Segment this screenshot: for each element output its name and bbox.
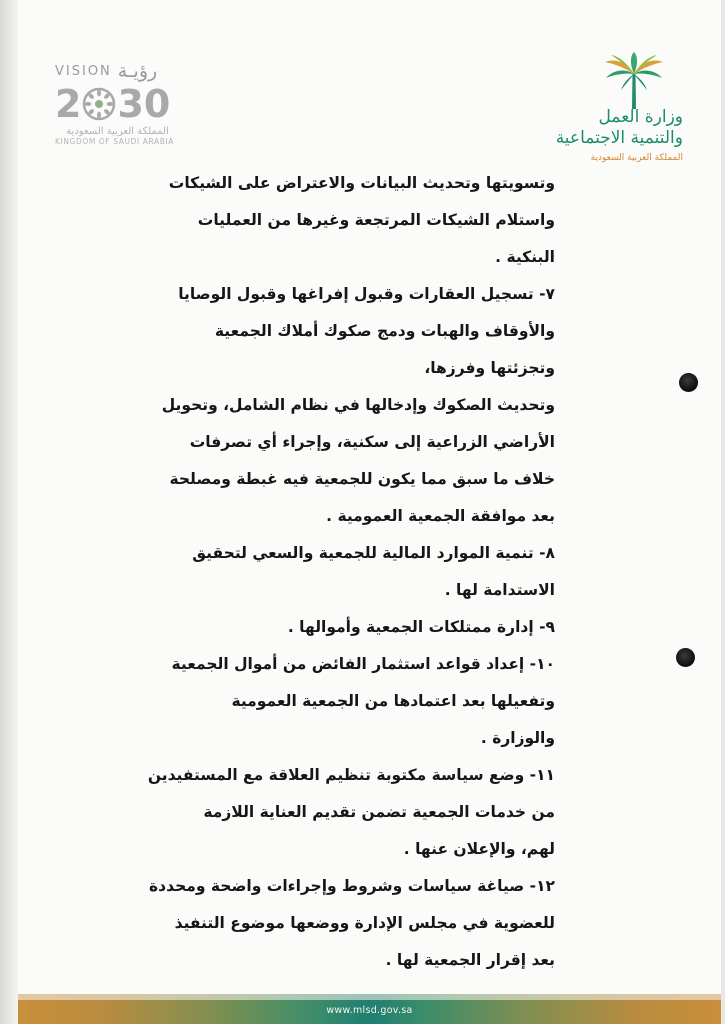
vision-kingdom-arabic: المملكة العربية السعودية bbox=[66, 126, 169, 137]
body-line: ٩- إدارة ممتلكات الجمعية وأموالها . bbox=[287, 618, 555, 636]
body-line: ١٢- صياغة سياسات وشروط وإجراءات واضحة ومحددة bbox=[149, 877, 555, 895]
ministry-name-line1: وزارة العمل bbox=[598, 107, 683, 127]
body-line: الأراضي الزراعية إلى سكنية، وإجراء أي تصرفات bbox=[189, 433, 555, 451]
body-line: لهم، والإعلان عنها . bbox=[403, 840, 555, 858]
footer-highlight bbox=[18, 994, 721, 1000]
ministry-logo bbox=[533, 52, 693, 172]
body-line: بعد إقرار الجمعية لها . bbox=[385, 951, 555, 969]
body-line: وتجزئتها وفرزها، bbox=[424, 359, 555, 377]
body-line: وتحديث الصكوك وإدخالها في نظام الشامل، وتحويل bbox=[161, 396, 555, 414]
body-line: ٧- تسجيل العقارات وقبول إفراغها وقبول الوصايا bbox=[178, 285, 555, 303]
body-line: ٨- تنمية الموارد المالية للجمعية والسعي لتحقيق bbox=[192, 544, 555, 562]
body-line: والأوقاف والهبات ودمج صكوك أملاك الجمعية bbox=[214, 322, 555, 340]
page-left-shadow bbox=[0, 0, 18, 1024]
vision-word: VISION bbox=[55, 63, 112, 79]
body-line: خلاف ما سبق مما يكون للجمعية فيه غبطة ومصلحة bbox=[169, 470, 555, 488]
footer-url: www.mlsd.gov.sa bbox=[326, 1005, 413, 1016]
body-line: واستلام الشيكات المرتجعة وغيرها من العمليات bbox=[197, 211, 555, 229]
document-body bbox=[100, 165, 555, 979]
vision-2030-logo bbox=[55, 60, 190, 155]
vision-year bbox=[55, 84, 190, 124]
vision-word-row bbox=[55, 60, 190, 82]
vision-kingdom-english: KINGDOM OF SAUDI ARABIA bbox=[55, 137, 175, 146]
vision-arabic-word: رؤيـة bbox=[117, 60, 158, 82]
palm-sword-emblem-icon bbox=[82, 87, 116, 121]
body-line: للعضوية في مجلس الإدارة ووضعها موضوع التنفيذ bbox=[174, 914, 555, 932]
body-line: الاستدامة لها . bbox=[444, 581, 555, 599]
ministry-kingdom-label: المملكة العربية السعودية bbox=[590, 153, 683, 163]
body-line: بعد موافقة الجمعية العمومية . bbox=[326, 507, 555, 525]
punch-hole-upper bbox=[679, 373, 698, 392]
body-line: وتفعيلها بعد اعتمادها من الجمعية العمومية bbox=[231, 692, 555, 710]
punch-hole-lower bbox=[676, 648, 695, 667]
ministry-name-line2: والتنمية الاجتماعية bbox=[555, 128, 683, 148]
page-right-edge bbox=[721, 0, 725, 1024]
footer-band bbox=[18, 994, 721, 1024]
body-line: من خدمات الجمعية تضمن تقديم العناية اللازمة bbox=[203, 803, 555, 821]
body-line: وتسويتها وتحديث البيانات والاعتراض على الشيكات bbox=[168, 174, 555, 192]
year-digit-left: 2 bbox=[55, 82, 82, 126]
ministry-name bbox=[556, 107, 683, 165]
body-line: البنكية . bbox=[495, 248, 555, 266]
body-line: ١٠- إعداد قواعد استثمار الفائض من أموال الجمعية bbox=[171, 655, 555, 673]
body-line: ١١- وضع سياسة مكتوبة تنظيم العلاقة مع المستفيدين bbox=[147, 766, 555, 784]
year-digits-right: 30 bbox=[117, 82, 171, 126]
body-line: والوزارة . bbox=[480, 729, 555, 747]
palm-tree-icon bbox=[603, 52, 665, 110]
